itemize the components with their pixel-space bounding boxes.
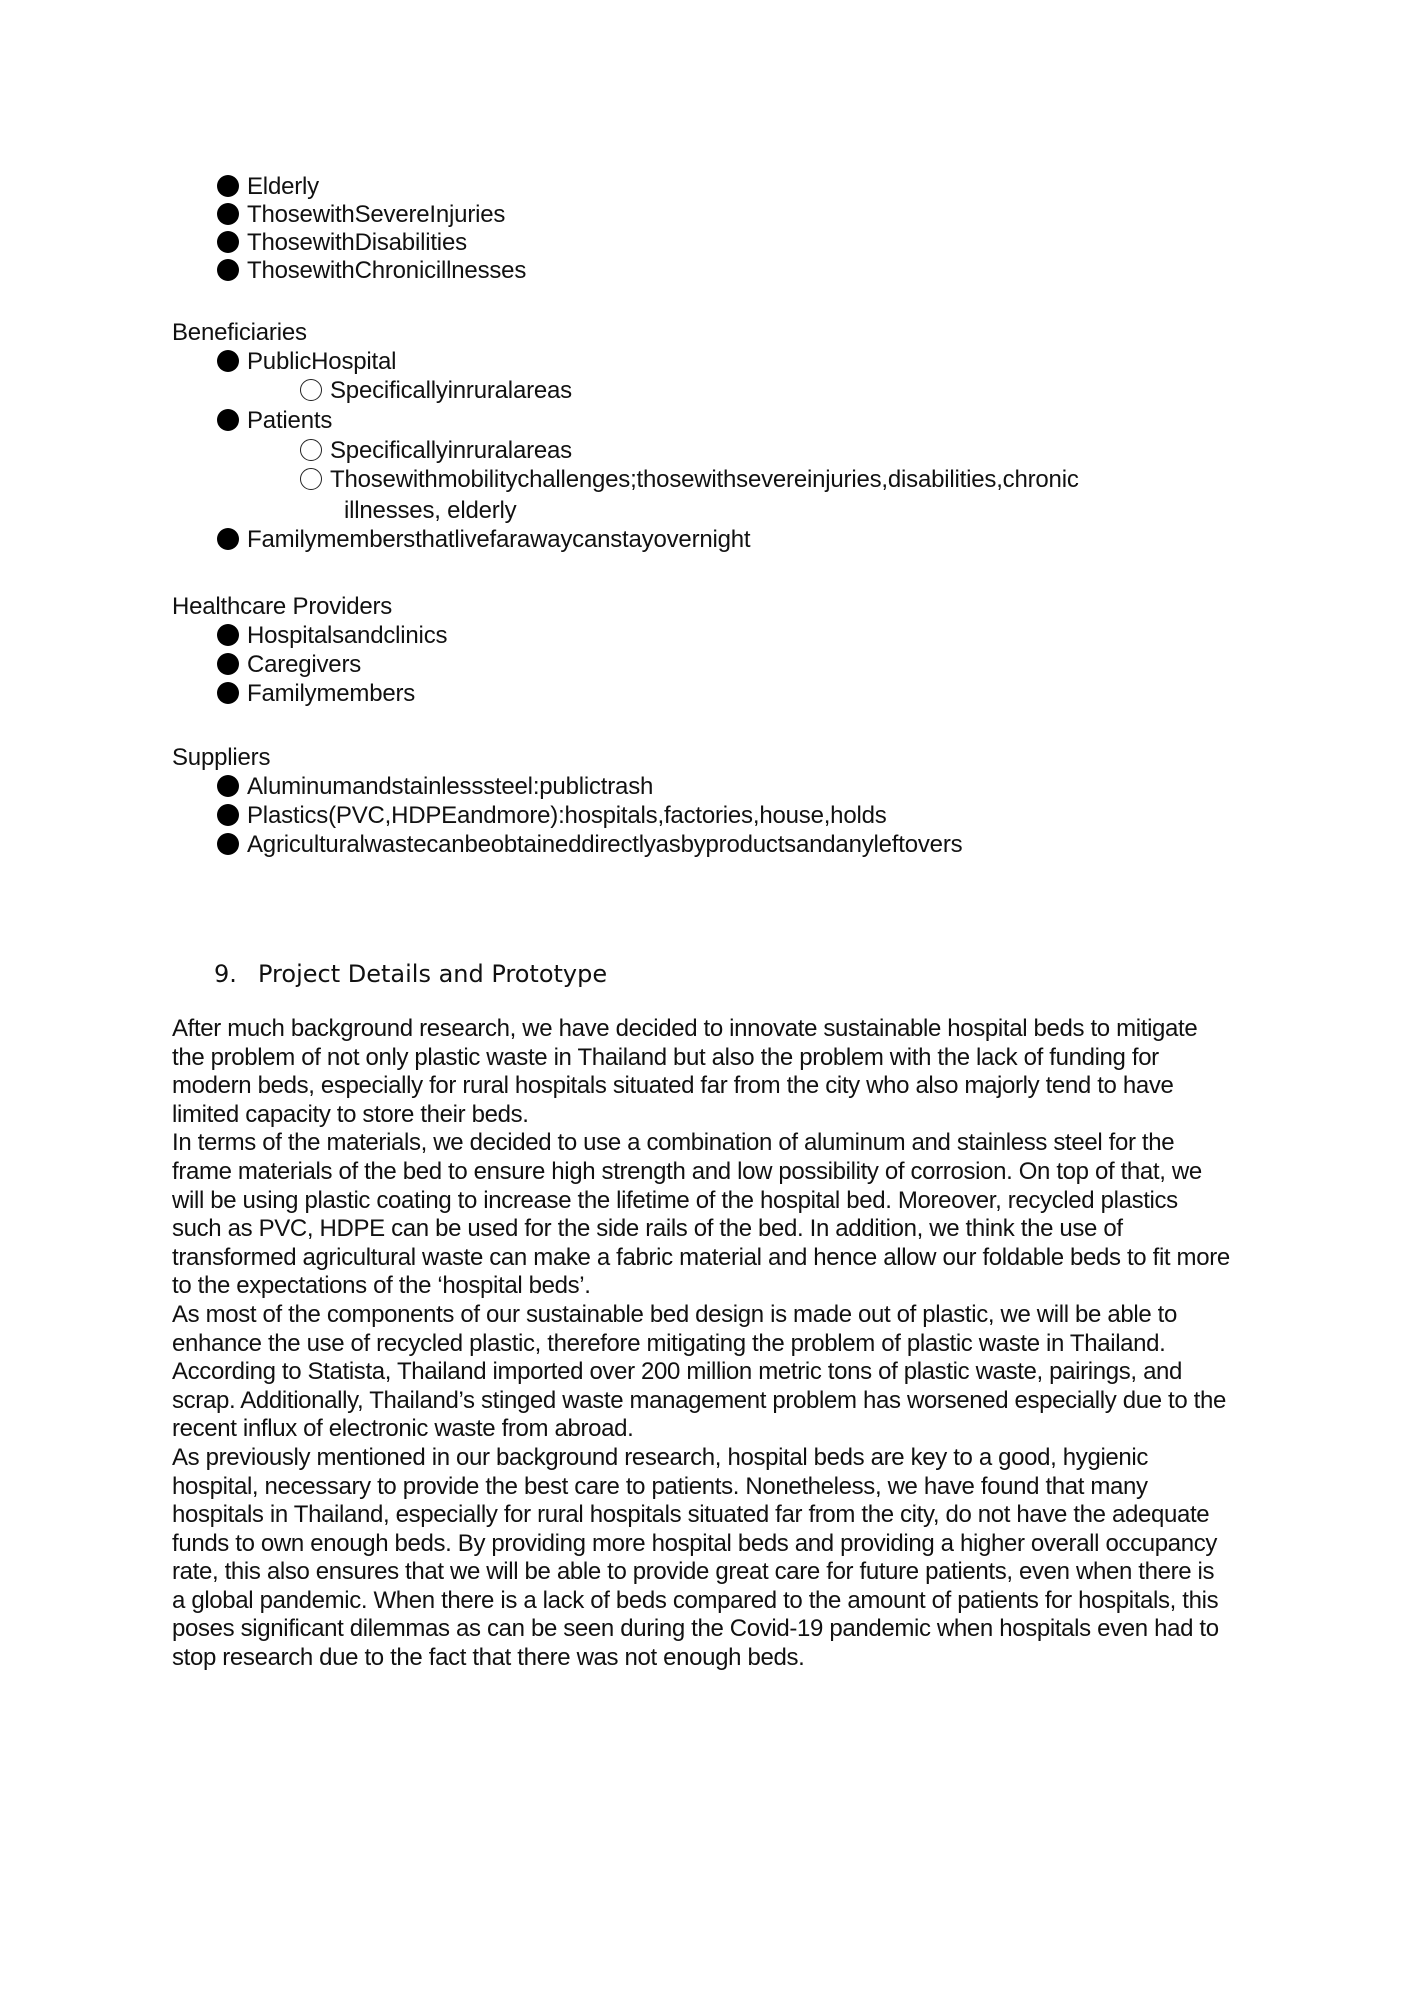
- paragraph: In terms of the materials, we decided to use a combination of aluminum and stainless steel for the frame materials of the bed to ensure high strength and low possibility of corrosion. On top of that, we will be using plastic coating to increase the lifetime of the hospital bed. Moreover, recycled plastics such as PVC, HDPE can be used for the side rails of the bed. In addition, we think the use of transformed agricultural waste can make a fabric material and hence allow our foldable beds to fit more to the expectations of the ‘hospital beds’.: [172, 1129, 1230, 1300]
- sub-list-item-continuation: illnesses, elderly: [344, 497, 517, 524]
- list-item-label: ThosewithChronicillnesses: [247, 257, 527, 284]
- list-item: [217, 830, 962, 859]
- sub-list-item-label: Specificallyinruralareas: [330, 377, 572, 404]
- filled-bullet-icon: [217, 528, 239, 550]
- list-item-label: PublicHospital: [247, 348, 397, 375]
- section-title: Project Details and Prototype: [258, 960, 608, 988]
- filled-bullet-icon: [217, 350, 239, 372]
- hollow-bullet-icon: [300, 379, 322, 401]
- sub-list-item: [300, 436, 572, 465]
- section-heading-suppliers: Suppliers: [172, 744, 271, 771]
- list-item: [217, 347, 396, 376]
- section-heading-healthcare-providers: Healthcare Providers: [172, 593, 393, 620]
- list-item-label: Familymembers: [247, 680, 416, 707]
- sub-list-item-label: Specificallyinruralareas: [330, 437, 572, 464]
- list-item: [217, 679, 415, 708]
- list-item-label: Plastics(PVC,HDPEandmore):hospitals,factories,house,holds: [247, 802, 887, 829]
- filled-bullet-icon: [217, 624, 239, 646]
- list-item-label: ThosewithSevereInjuries: [247, 201, 506, 228]
- filled-bullet-icon: [217, 653, 239, 675]
- hollow-bullet-icon: [300, 439, 322, 461]
- list-item-label: Agriculturalwastecanbeobtaineddirectlyasbyproductsandanyleftovers: [247, 831, 963, 858]
- section-heading-beneficiaries: Beneficiaries: [172, 319, 307, 346]
- hollow-bullet-icon: [300, 468, 322, 490]
- filled-bullet-icon: [217, 409, 239, 431]
- list-item: [217, 525, 750, 554]
- list-item-label: ThosewithDisabilities: [247, 229, 467, 256]
- filled-bullet-icon: [217, 231, 239, 253]
- list-item: [217, 650, 361, 679]
- list-item: [217, 801, 887, 830]
- section-number: 9.: [214, 960, 237, 988]
- list-item-label: Caregivers: [247, 651, 362, 678]
- filled-bullet-icon: [217, 259, 239, 281]
- filled-bullet-icon: [217, 804, 239, 826]
- section-body: [172, 1015, 1232, 1673]
- list-item: [217, 406, 332, 435]
- list-item: [217, 621, 447, 650]
- filled-bullet-icon: [217, 175, 239, 197]
- filled-bullet-icon: [217, 682, 239, 704]
- paragraph: After much background research, we have decided to innovate sustainable hospital beds to mitigate the problem of not only plastic waste in Thailand but also the problem with the lack of funding for modern beds, especially for rural hospitals situated far from the city who also majorly tend to have limited capacity to store their beds.: [172, 1015, 1198, 1128]
- list-item-label: Aluminumandstainlesssteel:publictrash: [247, 773, 654, 800]
- list-item: [217, 228, 467, 257]
- list-item: [217, 772, 653, 801]
- sub-list-item: [300, 465, 1079, 494]
- list-item-label: Elderly: [247, 173, 319, 200]
- list-item: [217, 200, 505, 229]
- list-item: [217, 256, 526, 285]
- list-item-label: Familymembersthatlivefarawaycanstayovernight: [247, 526, 751, 553]
- list-item-label: Hospitalsandclinics: [247, 622, 448, 649]
- filled-bullet-icon: [217, 833, 239, 855]
- sub-list-item-label: Thosewithmobilitychallenges;thosewithsevereinjuries,disabilities,chronic: [330, 466, 1079, 493]
- sub-list-item: [300, 376, 572, 405]
- paragraph: As previously mentioned in our background research, hospital beds are key to a good, hygienic hospital, necessary to provide the best care to patients. Nonetheless, we have found that many hospitals in Thailand, especially for rural hospitals situated far from the city, do not have the adequate funds to own enough beds. By providing more hospital beds and providing a higher overall occupancy rate, this also ensures that we will be able to provide great care for future patients, even when there is a global pandemic. When there is a lack of beds compared to the amount of patients for hospitals, this poses significant dilemmas as can be seen during the Covid-19 pandemic when hospitals even had to stop research due to the fact that there was not enough beds.: [172, 1443, 1219, 1672]
- list-item: [217, 172, 319, 201]
- filled-bullet-icon: [217, 203, 239, 225]
- list-item-label: Patients: [247, 407, 333, 434]
- section-heading-project-details: [214, 959, 607, 989]
- filled-bullet-icon: [217, 775, 239, 797]
- paragraph: As most of the components of our sustainable bed design is made out of plastic, we will be able to enhance the use of recycled plastic, therefore mitigating the problem of plastic waste in Thailand. According to Statista, Thailand imported over 200 million metric tons of plastic waste, pairings, and scrap. Additionally, Thailand’s stinged waste management problem has worsened especially due to the recent influx of electronic waste from abroad.: [172, 1300, 1226, 1443]
